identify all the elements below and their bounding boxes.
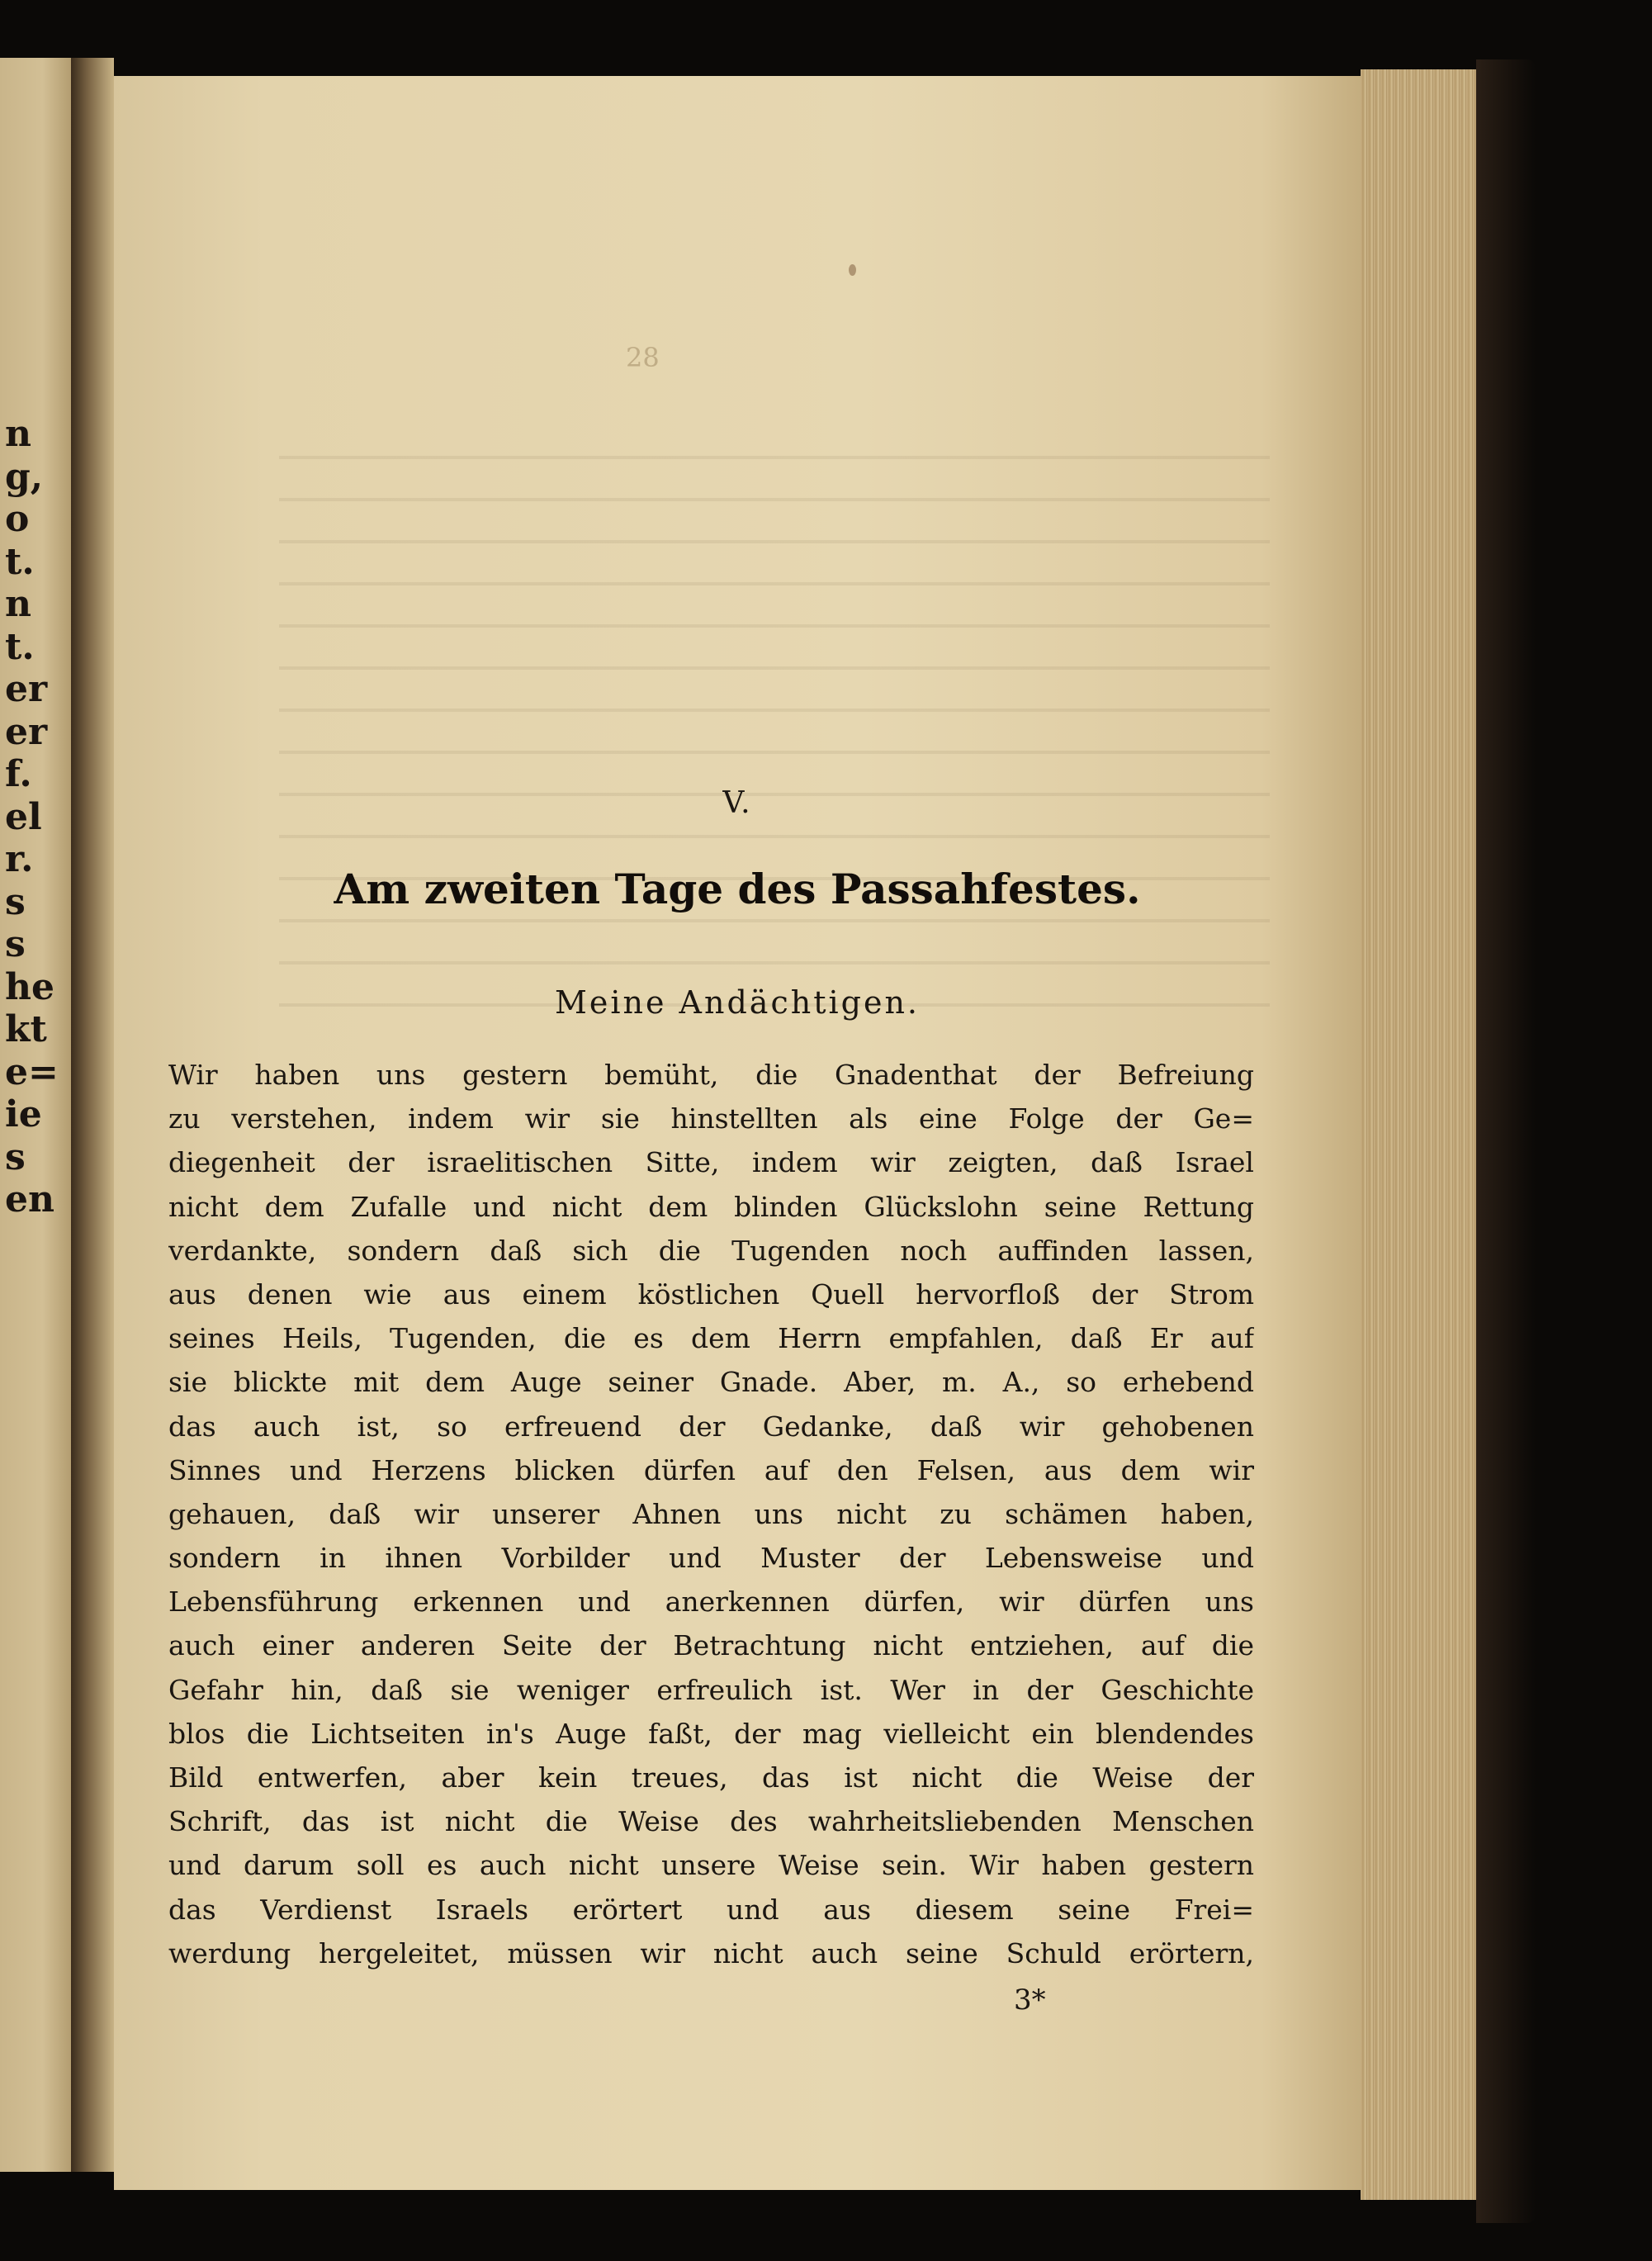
book-gutter: [71, 58, 114, 2172]
body-line: Lebensführung erkennen und anerkennen dürfen, wir dürfen uns: [168, 1586, 1254, 1619]
left-line-ending: t.: [5, 625, 35, 668]
left-line-ending: er: [5, 710, 48, 753]
body-line: nicht dem Zufalle und nicht dem blinden Glückslohn seine Rettung: [168, 1190, 1254, 1223]
left-page-line-endings: [5, 413, 63, 1221]
left-line-ending: s: [5, 880, 26, 923]
left-line-ending: t.: [5, 540, 35, 583]
body-line: auch einer anderen Seite der Betrachtung nicht entziehen, auf die: [168, 1629, 1254, 1662]
left-page: [0, 58, 71, 2172]
right-page: [114, 76, 1361, 2190]
left-line-ending: er: [5, 668, 48, 710]
body-line: diegenheit der israelitischen Sitte, indem wir zeigten, daß Israel: [168, 1146, 1254, 1179]
body-line: werdung hergeleitet, müssen wir nicht auch seine Schuld erörtern,: [168, 1936, 1254, 1969]
salutation: Meine Andächtigen.: [554, 984, 921, 1021]
left-line-ending: r.: [5, 838, 34, 880]
left-line-ending: s: [5, 1135, 26, 1178]
body-line: sie blickte mit dem Auge seiner Gnade. Aber, m. A., so erhebend: [168, 1366, 1254, 1399]
left-line-ending: el: [5, 795, 42, 838]
left-line-ending: ie: [5, 1093, 42, 1135]
faint-page-number: 28: [626, 342, 660, 373]
show-through-text: [279, 431, 1270, 1009]
page-edges: [1361, 69, 1476, 2200]
body-line: das auch ist, so erfreuend der Gedanke, daß wir gehobenen: [168, 1410, 1254, 1443]
signature-mark: 3*: [1014, 1984, 1046, 2017]
body-line: sondern in ihnen Vorbilder und Muster der Lebensweise und: [168, 1542, 1254, 1575]
chapter-title: Am zweiten Tage des Passahfestes.: [334, 865, 1141, 913]
body-line: Gefahr hin, daß sie weniger erfreulich ist. Wer in der Geschichte: [168, 1673, 1254, 1706]
body-line: Sinnes und Herzens blicken dürfen auf den Felsen, aus dem wir: [168, 1453, 1254, 1486]
body-text: [168, 1053, 1254, 1975]
body-line: blos die Lichtseiten in's Auge faßt, der mag vielleicht ein blendendes: [168, 1717, 1254, 1750]
book-cover-edge: [1476, 59, 1536, 2223]
body-line: das Verdienst Israels erörtert und aus diesem seine Frei=: [168, 1893, 1254, 1926]
left-line-ending: o: [5, 498, 30, 540]
left-line-ending: he: [5, 965, 54, 1008]
left-line-ending: g,: [5, 455, 44, 498]
body-line: und darum soll es auch nicht unsere Weise sein. Wir haben gestern: [168, 1849, 1254, 1882]
body-line: zu verstehen, indem wir sie hinstellten als eine Folge der Ge=: [168, 1102, 1254, 1135]
body-line: Wir haben uns gestern bemüht, die Gnadenthat der Befreiung: [168, 1059, 1254, 1091]
body-line: Schrift, das ist nicht die Weise des wahrheitsliebenden Menschen: [168, 1805, 1254, 1838]
chapter-numeral: V.: [722, 786, 752, 820]
left-line-ending: kt: [5, 1008, 47, 1050]
body-line: gehauen, daß wir unserer Ahnen uns nicht zu schämen haben,: [168, 1497, 1254, 1530]
left-line-ending: n: [5, 413, 31, 455]
body-line: seines Heils, Tugenden, die es dem Herrn empfahlen, daß Er auf: [168, 1322, 1254, 1355]
left-line-ending: e=: [5, 1050, 59, 1093]
left-line-ending: en: [5, 1178, 54, 1221]
left-line-ending: n: [5, 583, 31, 625]
ink-spot: [849, 264, 856, 276]
body-line: verdankte, sondern daß sich die Tugenden noch auffinden lassen,: [168, 1234, 1254, 1267]
left-line-ending: f.: [5, 753, 32, 795]
body-line: Bild entwerfen, aber kein treues, das ist nicht die Weise der: [168, 1761, 1254, 1794]
left-line-ending: s: [5, 923, 26, 965]
body-line: aus denen wie aus einem köstlichen Quell hervorfloß der Strom: [168, 1277, 1254, 1311]
